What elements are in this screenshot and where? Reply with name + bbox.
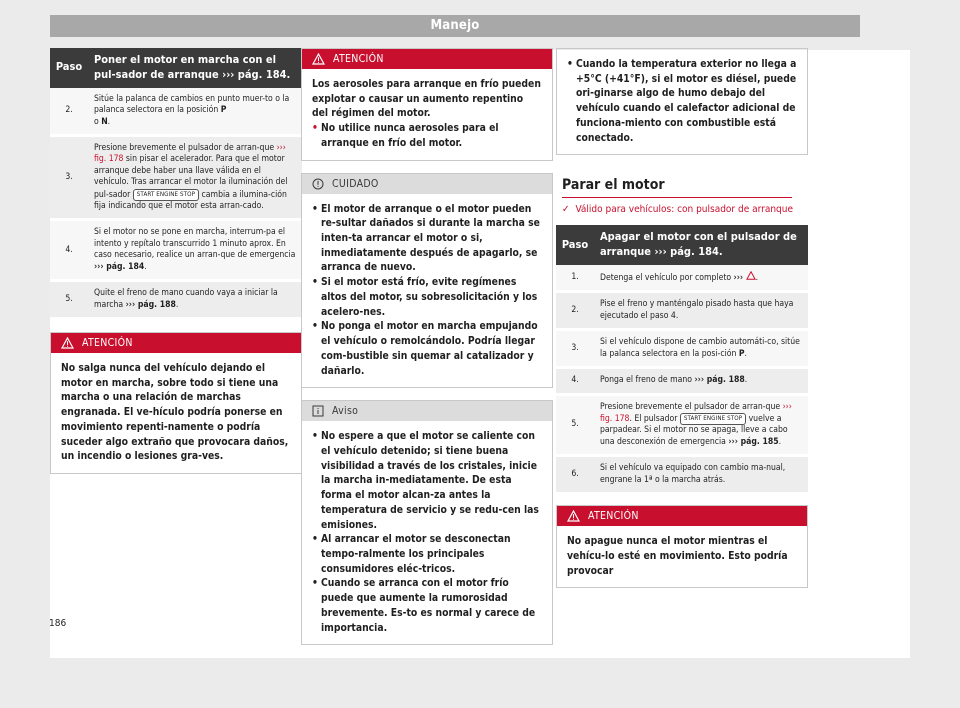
- table-row: 2. Sitúe la palanca de cambios en punto muer-to o la palanca selectora en la posición P o N.: [50, 88, 302, 136]
- warning-box-engine-running: ATENCIÓN No salga nunca del vehículo dejando el motor en marcha, sobre todo si tiene una marcha o una relación de marchas engranada. El ve-hículo podría ponerse en movimiento repenti-namente o podría suceder algo extraño que provocara daños, un incendio o lesiones gra-ves.: [50, 332, 302, 474]
- list-item: • Cuando se arranca con el motor frío puede que aumente la rumorosidad brevemente. Es-to es normal y carece de importancia.: [312, 577, 536, 634]
- table-row: 6. Si el vehículo va equipado con cambio ma-nual, engrane la 1ª o la marcha atrás.: [556, 456, 808, 494]
- start-engine-stop-key: START ENGINE STOP: [680, 413, 746, 425]
- page-number: 186: [49, 618, 67, 629]
- table-row: 2. Pise el freno y manténgalo pisado hasta que haya ejecutado el paso 4.: [556, 292, 808, 330]
- warning-triangle-icon: [567, 510, 580, 522]
- caution-box: CUIDADO • El motor de arranque o el motor pueden re-sultar dañados si durante la marcha se inten-ta arrancar el motor o si, inmediatamente después de apagarlo, se arranca de nuevo. • Si el motor está frío, evite regímenes altos del motor, su sobresolicitación y los acelero-nes. • No ponga el motor en marcha empujando el vehículo o remolcándolo. Podría llegar com-bustible sin quemar al catalizador y dañarlo.: [301, 173, 553, 389]
- page-link[interactable]: ››› pág. 185: [728, 436, 779, 447]
- start-engine-stop-key: START ENGINE STOP: [133, 189, 199, 201]
- col-paso-header: Paso: [556, 225, 594, 265]
- list-item: • El motor de arranque o el motor pueden re-sultar dañados si durante la marcha se inten-ta arrancar el motor o si, inmediatamente después de apagarlo, se arranca de nuevo.: [312, 202, 540, 274]
- table-row: 5. Presione brevemente el pulsador de arran-que ››› fig. 178. El pulsador START ENGINE STOP vuelve a parpadear. Si el motor no se apaga, lleve a cabo una desconexión de emergencia ››› pág. 185.: [556, 394, 808, 456]
- caution-circle-icon: [312, 178, 324, 190]
- info-note-icon: [312, 405, 324, 417]
- page-header: Manejo: [50, 15, 860, 37]
- col-paso-header: Paso: [50, 48, 88, 88]
- note-box-continued: [556, 48, 808, 155]
- warning-triangle-icon: [61, 337, 74, 349]
- warning-box-aerosols: ATENCIÓN Los aerosoles para arranque en frío pueden explotar o causar un aumento repentino del régimen del motor. • No utilice nunca aerosoles para el arranque en frío del motor.: [301, 48, 553, 161]
- note-box: Aviso • No espere a que el motor se caliente con el vehículo detenido; si tiene buena visibilidad a través de los cristales, inicie la marcha in-mediatamente. De esta forma el motor alcan-za antes la temperatura de servicio y se redu-cen las emisiones. • Al arrancar el motor se desconectan tempo-ralmente los principales consumidores eléc-tricos. • Cuando se arranca con el motor frío puede que aumente la rumorosidad brevemente. Es-to es normal y carece de importancia.: [301, 400, 553, 645]
- start-engine-table: [50, 48, 302, 320]
- check-icon: ✓: [562, 204, 570, 216]
- table-row: 1. Detenga el vehículo por completo ››› .: [556, 265, 808, 292]
- list-item: • No ponga el motor en marcha empujando el vehículo o remolcándolo. Podría llegar com-bustible sin quemar al catalizador y dañarlo.: [312, 320, 538, 377]
- warning-triangle-icon: [746, 273, 756, 283]
- right-column: [556, 48, 808, 600]
- table-row: 4. Ponga el freno de mano ››› pág. 188.: [556, 368, 808, 394]
- left-column: [50, 48, 302, 486]
- figure-link[interactable]: ››› fig. 178: [94, 142, 286, 165]
- col-action-header: Apagar el motor con el pulsador de arranque ››› pág. 184.: [594, 225, 808, 265]
- stop-engine-table: [556, 225, 808, 495]
- list-item: • No utilice nunca aerosoles para el arranque en frío del motor.: [312, 122, 499, 149]
- figure-link[interactable]: ››› fig. 178: [600, 401, 792, 424]
- middle-column: [301, 48, 553, 657]
- list-item: • No espere a que el motor se caliente con el vehículo detenido; si tiene buena visibilidad a través de los cristales, inicie la marcha in-mediatamente. De esta forma el motor alcan-za antes la temperatura de servicio y se redu-cen las emisiones.: [312, 430, 539, 531]
- section-title: Parar el motor: [562, 177, 792, 198]
- page-link[interactable]: ››› pág. 184: [94, 261, 145, 272]
- page-link[interactable]: ››› pág. 188: [125, 299, 176, 310]
- page-link[interactable]: ››› pág. 188: [694, 375, 745, 386]
- validity-note: ✓ Válido para vehículos: con pulsador de arranque: [562, 204, 793, 216]
- table-row: 3. Si el vehículo dispone de cambio automáti-co, sitúe la palanca selectora en la posi-ción P.: [556, 330, 808, 368]
- list-item: • Al arrancar el motor se desconectan tempo-ralmente los principales consumidores eléc-tricos.: [312, 533, 511, 575]
- table-row: 3. Presione brevemente el pulsador de arran-que ››› fig. 178 sin pisar el acelerador. Para que el motor arranque debe haber una llave válida en el vehículo. Tras arrancar el motor la iluminación del pul-sador START ENGINE STOP cambia a ilumina-ción fija indicando que el motor esta arran-cado.: [50, 135, 302, 220]
- table-row: 5. Quite el freno de mano cuando vaya a iniciar la marcha ››› pág. 188.: [50, 281, 302, 319]
- list-item: • Cuando la temperatura exterior no llega a +5°C (+41°F), si el motor es diésel, puede ori-ginarse algo de humo debajo del vehículo cuando el calefactor adicional de funciona-miento con combustible está conectado.: [567, 58, 797, 144]
- warning-box-moving: ATENCIÓN No apague nunca el motor mientras el vehícu-lo esté en movimiento. Esto podría provocar: [556, 505, 808, 588]
- warning-triangle-icon: [312, 53, 325, 65]
- col-action-header: Poner el motor en marcha con el pul-sador de arranque ››› pág. 184.: [88, 48, 302, 88]
- table-row: 4. Si el motor no se pone en marcha, interrum-pa el intento y repítalo transcurrido 1 minuto aprox. En caso necesario, realice un arran-que de emergencia ››› pág. 184.: [50, 220, 302, 281]
- list-item: • Si el motor está frío, evite regímenes altos del motor, su sobresolicitación y los acelero-nes.: [312, 276, 538, 318]
